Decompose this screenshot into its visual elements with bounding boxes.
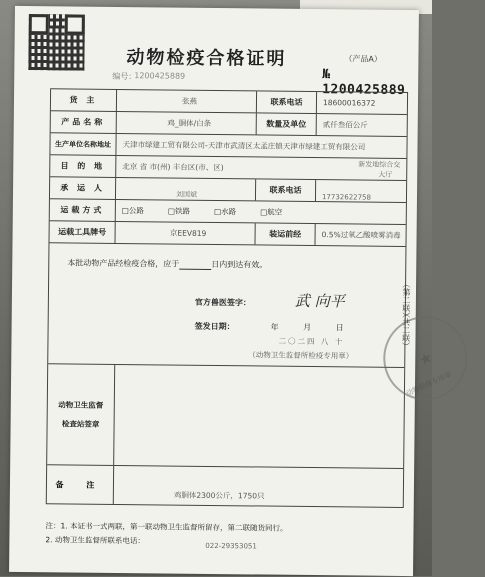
disinfection-label: 装运前经 bbox=[255, 223, 315, 245]
seal-caption: （动物卫生监督所检疫专用章） bbox=[248, 350, 354, 361]
inspection-stamp-label bbox=[47, 364, 115, 465]
document-title: 动物检疫合格证明 bbox=[126, 47, 287, 70]
document-edition: （产品A） bbox=[344, 54, 382, 64]
certificate-form bbox=[46, 88, 453, 508]
notes-label: 备 注 bbox=[47, 465, 114, 504]
transport-option-water: □水路 bbox=[213, 206, 237, 217]
carrier-phone-value: 17732622758 bbox=[321, 193, 372, 202]
serial-number: № 1200425889 bbox=[322, 67, 406, 98]
stamp-label-line2: 检查站签章 bbox=[61, 419, 100, 429]
transport-mode-label: 运载方式 bbox=[50, 199, 116, 221]
destination-extra: 新发地综合交 bbox=[358, 160, 401, 169]
qr-code-icon bbox=[28, 14, 85, 71]
vehicle-plate-value: 京EEV819 bbox=[115, 222, 255, 244]
carrier-label: 承 运 人 bbox=[50, 177, 116, 199]
vet-signature-label: 官方兽医签字： bbox=[194, 297, 251, 308]
footer-note-2: 2. 动物卫生监督所联系电话： bbox=[45, 535, 145, 546]
owner-label: 货 主 bbox=[51, 89, 117, 111]
certification-statement bbox=[67, 257, 267, 270]
valid-days-blank bbox=[179, 261, 211, 270]
vehicle-plate-label: 运载工具牌号 bbox=[50, 221, 116, 243]
contact-phone-label: 联系电话 bbox=[257, 91, 317, 113]
destination-value: 北京 省 市(州) 丰台区(市、区) bbox=[122, 162, 224, 173]
notes-section bbox=[47, 465, 403, 507]
certification-section bbox=[48, 243, 405, 368]
contact-phone-value: 18600016372 bbox=[322, 98, 376, 108]
producer-value: 天津市绿建工贸有限公司-天津市武清区太孟庄镇天津市绿建工贸有限公司 bbox=[122, 140, 366, 152]
destination-value-cell bbox=[116, 156, 406, 180]
stamp-label-line1: 动物卫生监督 bbox=[58, 400, 104, 410]
issue-date-handwritten: 二〇二四 八 十 bbox=[278, 336, 345, 347]
producer-label: 生产单位名称地址 bbox=[50, 133, 116, 155]
copy-label: （第二联） bbox=[401, 279, 412, 321]
destination-label: 目 的 地 bbox=[50, 155, 116, 177]
transport-options bbox=[116, 200, 406, 224]
seal-star-icon: ★ bbox=[414, 346, 436, 370]
carrier-phone-label: 联系电话 bbox=[256, 179, 316, 201]
statement-suffix: 日内到达有效。 bbox=[211, 259, 268, 270]
footer-note-1: 注：1. 本证书一式两联，第一联动物卫生监督所留存，第二联随货同行。 bbox=[45, 521, 288, 533]
transport-option-air: □航空 bbox=[260, 207, 283, 217]
total-copies-label: （共二联） bbox=[401, 309, 411, 351]
destination-extra2: 大厅 bbox=[378, 170, 393, 179]
issue-date-label: 签发日期： bbox=[194, 321, 235, 332]
carrier-value: 刘国斌 bbox=[175, 190, 198, 199]
vet-signature: 武 向平 bbox=[294, 291, 345, 311]
footer-phone: 022-29353051 bbox=[205, 541, 257, 551]
quantity-unit-label: 数量及单位 bbox=[257, 113, 317, 135]
notes-space bbox=[114, 466, 403, 507]
seal-text: 动物检疫专用章 bbox=[404, 370, 453, 398]
product-name-label: 产品名称 bbox=[51, 111, 117, 133]
serial-faint: 1200425889 bbox=[134, 71, 186, 81]
serial-label: 编号： bbox=[112, 71, 137, 82]
transport-option-rail: □铁路 bbox=[167, 206, 191, 216]
quantity-unit-value: 贰仟叁佰公斤 bbox=[322, 120, 368, 130]
owner-value: 张燕 bbox=[117, 90, 257, 112]
issue-date-ymd: 年 月 日 bbox=[270, 322, 344, 333]
product-name-value: 鸡_胴体/白条 bbox=[117, 112, 257, 134]
notes-value: 鸡胴体2300公斤，1750只 bbox=[173, 490, 265, 501]
carrier-value-cell bbox=[116, 178, 256, 200]
transport-option-road: □公路 bbox=[121, 206, 144, 216]
carrier-phone-value-cell bbox=[316, 180, 406, 202]
statement-prefix: 本批动物产品经检疫合格，应于 bbox=[67, 258, 180, 269]
disinfection-value: 0.5%过氧乙酸喷雾消毒 bbox=[321, 230, 401, 240]
certificate-sheet bbox=[9, 6, 453, 576]
